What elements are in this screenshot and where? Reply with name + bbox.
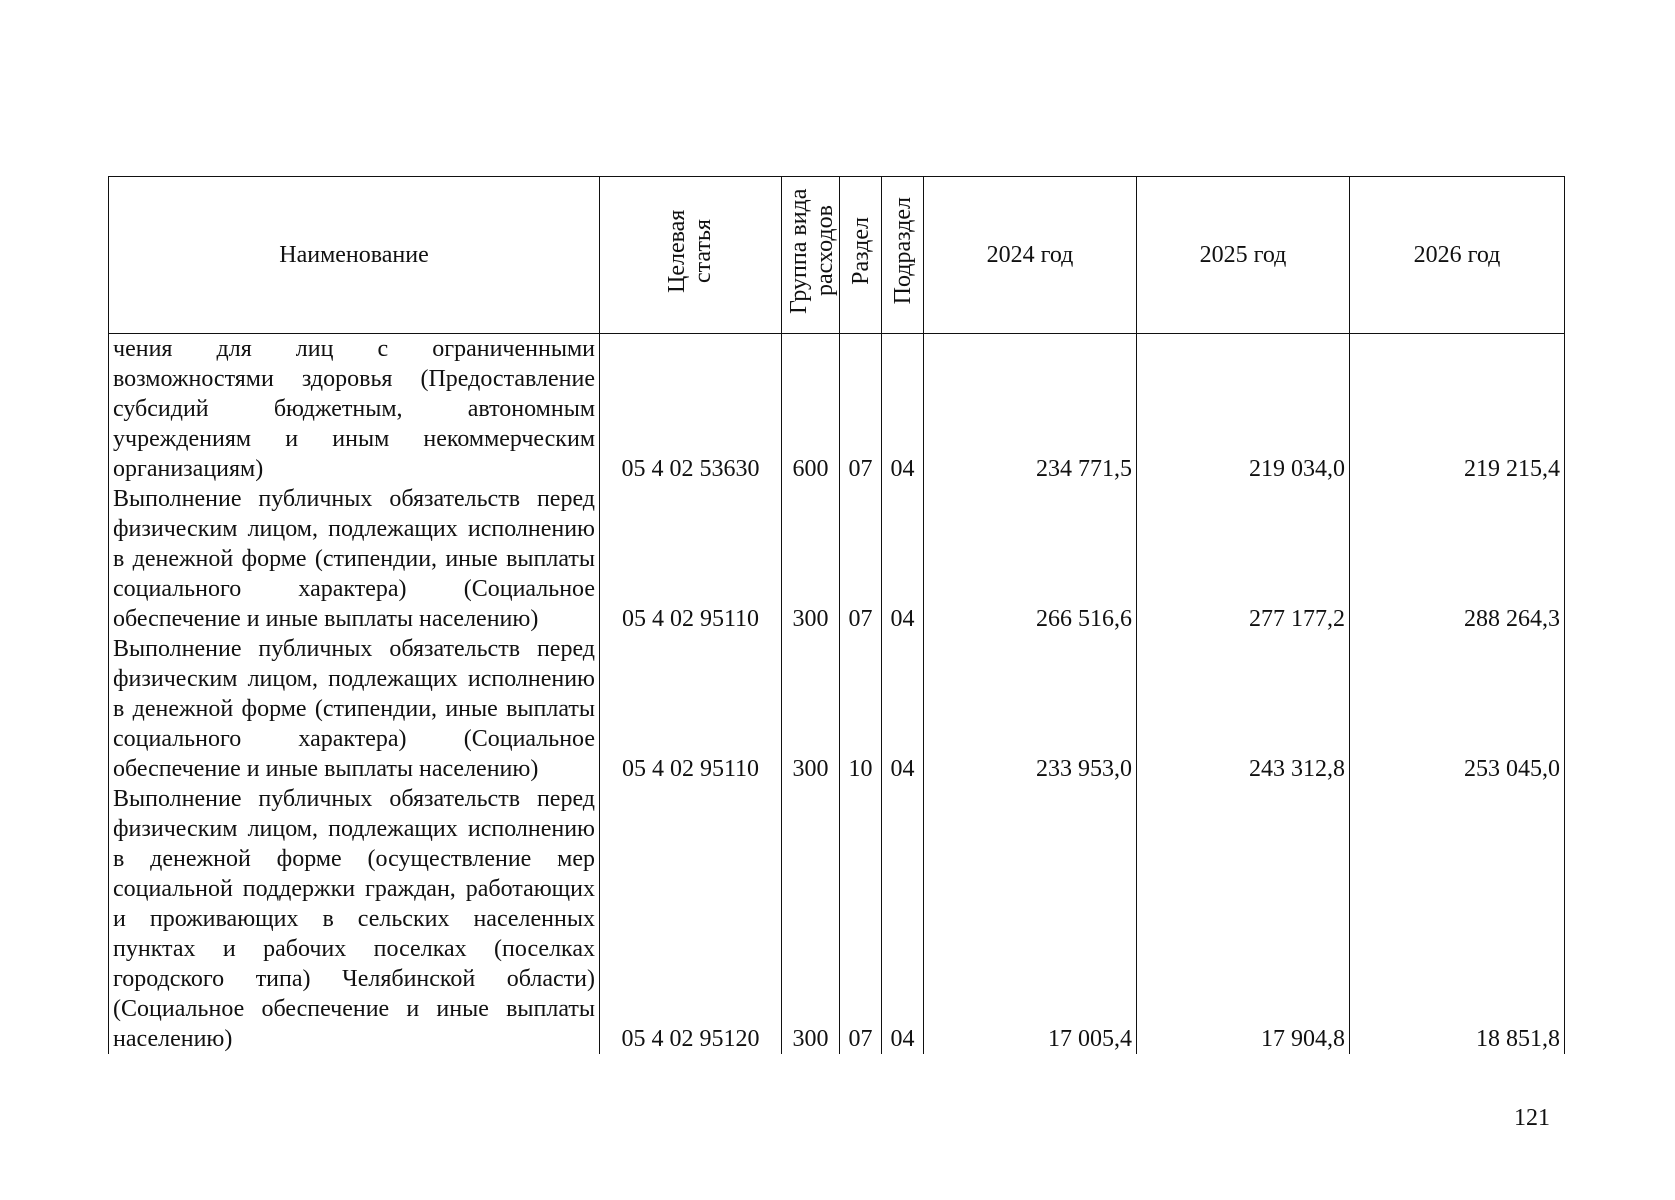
budget-table	[108, 176, 1565, 1054]
row-section: 10	[840, 634, 882, 784]
row-target: 05 4 02 53630	[600, 334, 782, 485]
row-2025: 17 904,8	[1137, 784, 1350, 1054]
row-section: 07	[840, 334, 882, 485]
header-target: Целевая статья	[600, 177, 782, 334]
table-row	[109, 634, 1565, 784]
row-group: 300	[782, 634, 840, 784]
row-2024: 233 953,0	[924, 634, 1137, 784]
row-2026: 219 215,4	[1350, 334, 1565, 485]
row-2026: 288 264,3	[1350, 484, 1565, 634]
row-2024: 17 005,4	[924, 784, 1137, 1054]
row-subsection: 04	[882, 334, 924, 485]
row-name: Выполнение публичных обязательств перед физическим лицом, подлежащих исполнению в денежной форме (стипендии, иные выплаты социального характера) (Социальное обеспечение и иные выплаты населению)	[109, 634, 600, 784]
row-group: 300	[782, 784, 840, 1054]
header-2026: 2026 год	[1350, 177, 1565, 334]
row-target: 05 4 02 95110	[600, 484, 782, 634]
row-group: 300	[782, 484, 840, 634]
header-2024: 2024 год	[924, 177, 1137, 334]
header-name: Наименование	[109, 177, 600, 334]
row-subsection: 04	[882, 784, 924, 1054]
row-2025: 219 034,0	[1137, 334, 1350, 485]
row-name: Выполнение публичных обязательств перед физическим лицом, подлежащих исполнению в денежной форме (стипендии, иные выплаты социального характера) (Социальное обеспечение и иные выплаты населению)	[109, 484, 600, 634]
row-2024: 234 771,5	[924, 334, 1137, 485]
row-name: Выполнение публичных обязательств перед физическим лицом, подлежащих исполнению в денежной форме (осуществление мер социальной поддержки граждан, работающих и проживающих в сельских населенных пунктах и рабочих поселках (поселках городского типа) Челябинской области) (Социальное обеспечение и иные выплаты населению)	[109, 784, 600, 1054]
row-group: 600	[782, 334, 840, 485]
row-2025: 277 177,2	[1137, 484, 1350, 634]
header-2025: 2025 год	[1137, 177, 1350, 334]
row-2024: 266 516,6	[924, 484, 1137, 634]
table-row	[109, 784, 1565, 1054]
row-name: чения для лиц с ограниченными возможностями здоровья (Предоставление субсидий бюджетным, автономным учреждениям и иным некоммерческим организациям)	[109, 334, 600, 485]
row-subsection: 04	[882, 484, 924, 634]
row-target: 05 4 02 95120	[600, 784, 782, 1054]
table-header-row	[109, 177, 1565, 334]
table-row	[109, 334, 1565, 485]
page-number: 121	[1514, 1105, 1550, 1131]
row-2025: 243 312,8	[1137, 634, 1350, 784]
header-section: Раздел	[840, 177, 882, 334]
row-2026: 253 045,0	[1350, 634, 1565, 784]
row-subsection: 04	[882, 634, 924, 784]
row-target: 05 4 02 95110	[600, 634, 782, 784]
header-group: Группа вида расходов	[782, 177, 840, 334]
row-section: 07	[840, 484, 882, 634]
row-section: 07	[840, 784, 882, 1054]
row-2026: 18 851,8	[1350, 784, 1565, 1054]
table-row	[109, 484, 1565, 634]
header-subsection: Подраздел	[882, 177, 924, 334]
